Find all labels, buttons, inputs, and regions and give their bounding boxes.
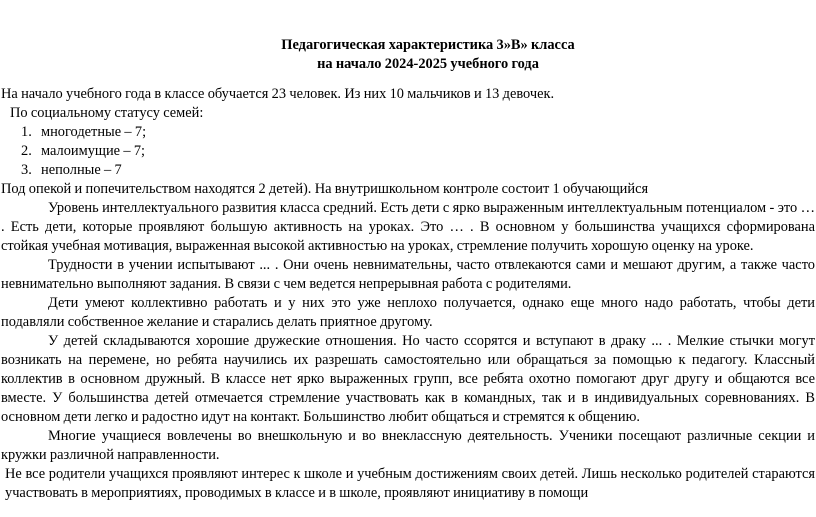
intro-paragraph: На начало учебного года в классе обучается 23 человек. Из них 10 мальчиков и 13 девочек. [1, 86, 555, 102]
list-item [21, 142, 815, 161]
list-item [21, 123, 815, 142]
parents-paragraph: Не все родители учащихся проявляют интерес к школе и учебным достижениям своих детей. Лишь несколько родителей стараются участвовать в мероприятиях, проводимых в классе и в школе, проявляют инициативу в помощи [5, 466, 815, 501]
title-line-1: Педагогическая характеристика 3»В» класса [281, 37, 575, 53]
teamwork-paragraph: Дети умеют коллективно работать и у них это уже неплохо получается, однако еще много надо работать, чтобы дети подавляли собственное желание и старались делать приятное другому. [1, 295, 815, 330]
list-item-number: 1. [21, 124, 32, 140]
list-item-number: 2. [21, 143, 32, 159]
social-status-label: По социальному статусу семей: [10, 105, 204, 121]
relations-paragraph: У детей складываются хорошие дружеские отношения. Но часто ссорятся и вступают в драку ... . Мелкие стычки могут возникать на перемене, но ребята научились их разрешать самостоятельно или обращаться за помощью к педагогу. Классный коллектив в основном дружный. В классе нет ярко выраженных групп, все ребята охотно помогают друг другу и общаются все вместе. У большинства детей отмечается стремление участвовать как в командных, так и в индивидуальных соревнованиях. В основном дети легко и радостно идут на контакт. Большинство любит общаться и стремятся к общению. [1, 333, 815, 425]
intellect-paragraph: Уровень интеллектуального развития класса средний. Есть дети с ярко выраженным интеллектуальным потенциалом - это … . Есть дети, которые проявляют большую активность на уроках. Это … . В основном у большинства учащихся сформирована стойкая учебная мотивация, выраженная высокой активностью на уроках, стремление получить хорошую оценку на уроке. [1, 200, 815, 254]
difficulties-paragraph: Трудности в учении испытывают ... . Они очень невнимательны, часто отвлекаются сами и мешают другим, а также часто невнимательно выполняют задания. В связи с чем ведется непрерывная работа с родителями. [1, 257, 815, 292]
list-item-text: многодетные – 7; [41, 124, 147, 140]
list-item-text: неполные – 7 [41, 162, 122, 178]
social-status-list [1, 123, 815, 180]
list-item-number: 3. [21, 162, 32, 178]
list-item-text: малоимущие – 7; [41, 143, 146, 159]
title-line-2: на начало 2024-2025 учебного года [317, 56, 539, 72]
activities-paragraph: Многие учащиеся вовлечены во внешкольную и во внеклассную деятельность. Ученики посещают различные секции и кружки различной направленности. [1, 428, 815, 463]
document-title [0, 36, 816, 74]
document-body [1, 85, 815, 503]
list-item [21, 161, 815, 180]
guardianship-paragraph: Под опекой и попечительством находятся 2 детей). На внутришкольном контроле состоит 1 обучающийся [1, 181, 649, 197]
